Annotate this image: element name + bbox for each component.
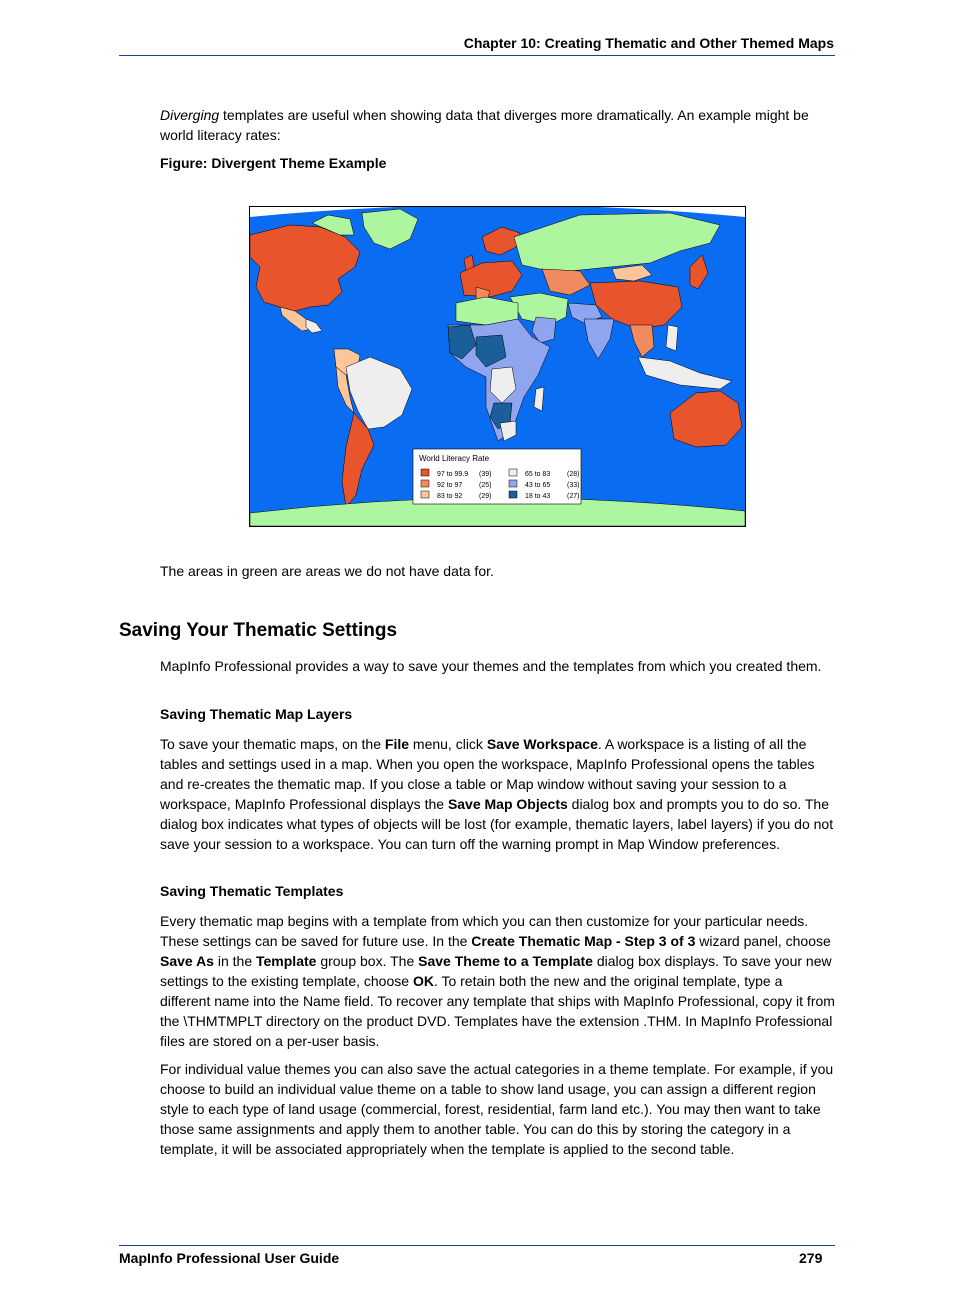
text-run: menu, click [409,736,487,752]
bold-ok: OK [412,973,434,989]
individual-value-paragraph: For individual value themes you can also save the actual categories in a theme template. For example, if you choose to build an individual value theme on a table to show land usage, you can assign a different region style to each type of land usage (commercial, forest, residential, farm land etc.). You may then want to take those same assignments and apply them to another table. You can do this by storing the category in a template, it will be associated appropriately when the template is applied to the second table. [160,1061,834,1157]
map-layers-paragraph [160,734,836,854]
bold-save-workspace: Save Workspace [486,736,598,752]
intro-emphasis: Diverging [160,107,220,123]
legend-count-label: (27) [567,493,580,500]
text-run: dialog box and prompts you to do so. The dialog box indicates what types of objects will be lost (for example, thematic layers, label layers) if you do not save your session to a workspace. You can turn off the warning prompt in Map Window preferences. [160,796,834,852]
green-areas-note: The areas in green are areas we do not have data for. [160,563,494,579]
text-run: . A workspace is a listing of all the tables and settings used in a map. When you open the workspace, MapInfo Professional opens the tables and re-creates the thematic map. If you close a table or Map window without saving your session to a workspace, MapInfo Professional displays the [160,736,815,812]
section-title: Saving Your Thematic Settings [119,620,398,641]
bold-template: Template [256,953,317,969]
legend-swatch [421,491,429,498]
page-number: 279 [799,1250,823,1266]
legend-range-label: 83 to 92 [437,493,463,500]
text-run: To save your thematic maps, on the [160,736,385,752]
legend-count-label: (29) [479,493,492,500]
text-run: dialog box displays. To save your new settings to the existing template, choose [160,953,832,989]
figure-caption: Figure: Divergent Theme Example [160,155,387,171]
intro-text: templates are useful when showing data that diverges more dramatically. An example might be world literacy rates: [160,107,809,143]
intro-paragraph [160,105,836,145]
legend-range-label: 92 to 97 [437,482,463,489]
footer-rule [119,1245,835,1246]
templates-paragraph [160,911,836,1051]
text-run: group box. The [316,953,419,969]
bold-file: File [384,736,410,752]
legend-swatch [509,480,517,487]
chapter-title: Chapter 10: Creating Thematic and Other Themed Maps [463,35,834,51]
legend-count-label: (33) [567,482,580,489]
legend-swatch [509,469,517,476]
legend-swatch [421,469,429,476]
map-canvas [250,207,745,526]
legend-count-label: (25) [479,482,492,489]
philippines [666,325,678,351]
guide-title: MapInfo Professional User Guide [119,1250,340,1266]
legend-range-label: 97 to 99.9 [437,471,469,478]
subhead-map-layers: Saving Thematic Map Layers [160,706,353,722]
legend-count-label: (28) [567,471,580,478]
legend-swatch [421,480,429,487]
bold-save-as: Save As [160,953,214,969]
legend-count-label: (39) [479,471,492,478]
world-literacy-map [249,206,746,527]
legend-swatch [509,491,517,498]
header-rule [119,55,835,56]
legend-range-label: 65 to 83 [525,471,551,478]
text-run: . To retain both the new and the original template, type a different name into the Name field. To recover any template that ships with MapInfo Professional, copy it from the \THMTMPLT directory on the product DVD. Templates have the extension .THM. In MapInfo Professional files are stored on a per-user basis. [160,973,835,1049]
bold-save-theme-to-template: Save Theme to a Template [418,953,593,969]
legend-range-label: 43 to 65 [525,482,551,489]
bold-create-thematic-map: Create Thematic Map - Step 3 of 3 [471,933,696,949]
text-run: Every thematic map begins with a template from which you can then customize for your particular needs. These settings can be saved for future use. In the [160,913,809,949]
subhead-templates: Saving Thematic Templates [160,883,344,899]
text-run: in the [213,953,256,969]
bold-save-map-objects: Save Map Objects [447,796,568,812]
map-legend [413,449,581,504]
legend-range-label: 18 to 43 [525,493,551,500]
legend-title: World Literacy Rate [419,454,490,463]
text-run: wizard panel, choose [695,933,831,949]
section-intro: MapInfo Professional provides a way to save your themes and the templates from which you created them. [160,658,822,674]
